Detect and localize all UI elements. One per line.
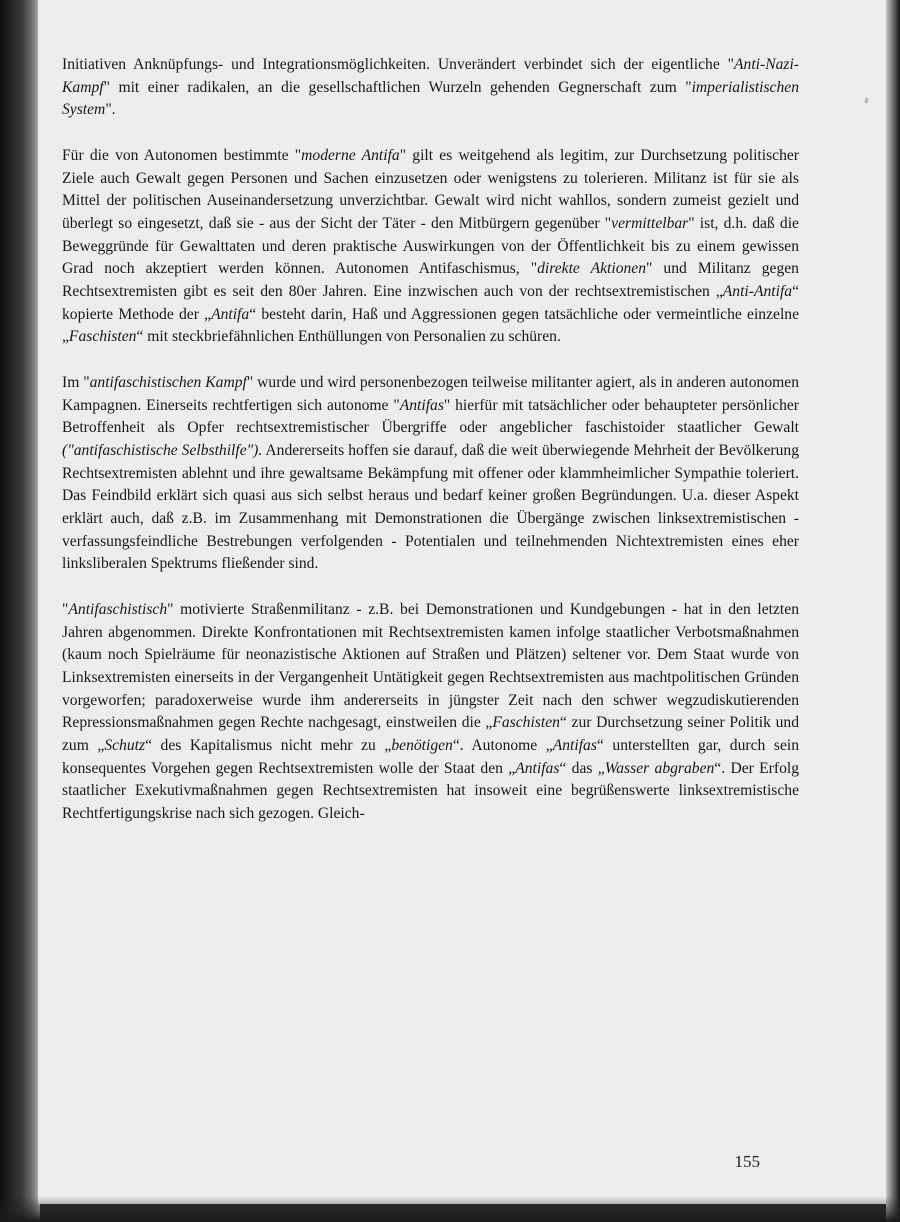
text-run: " wurde und wird personenbezogen teilweise militanter agiert, als in anderen autonomen Kampagnen. Einerseits rechtfertigen sich autonome " — [62, 373, 799, 414]
italic-run: Anti-Antifa — [722, 283, 793, 301]
italic-run: Antifa — [211, 305, 250, 323]
page-bottom-shadow — [0, 1196, 900, 1222]
italic-run: Antifas — [399, 396, 444, 414]
text-run: Im " — [62, 373, 90, 391]
text-run: “ kopierte Methode der „ — [62, 283, 799, 323]
paragraph — [62, 145, 799, 349]
text-run: " und Militanz gegen Rechtsextremisten gibt es seit den 80er Jahren. Eine inzwischen auch von der rechtsextremistischen „ — [62, 260, 799, 301]
italic-run: Schutz — [104, 737, 146, 755]
body-text — [62, 54, 799, 849]
italic-run: direkte Aktionen — [537, 260, 647, 278]
text-run: " — [62, 600, 69, 618]
italic-run: Anti-Nazi-Kampf — [62, 56, 799, 96]
text-run: Andererseits hoffen sie darauf, daß die weit überwiegende Mehrheit der Bevölkerung Rechtsextremisten ablehnt und ihre gewaltsame Bekämpfung mit offener oder klammheimlicher Sympathie toleriert. Das Feindbild erklärt sich quasi aus sich selbst heraus und bedarf keiner großen Begründungen. U.a. dieser Aspekt erklärt auch, daß z.B. im Zusammenhang mit Demonstrationen die Übergänge zwischen linksextremistischen - verfassungsfeindliche Bestrebungen verfolgenden - Potentialen und teilnehmenden Nichtextremisten eines eher linksliberalen Spektrums fließender sind. — [62, 441, 799, 573]
text-run: “ zur Durchsetzung seiner Politik und zum „ — [62, 714, 799, 755]
text-run: " mit einer radikalen, an die gesellschaftlichen Wurzeln gehenden Gegnerschaft zum " — [103, 78, 692, 96]
book-page — [38, 0, 886, 1204]
italic-run: Antifas — [515, 759, 560, 777]
italic-run: benötigen — [391, 737, 453, 755]
text-run: “ mit steckbriefähnlichen Enthüllungen von Personalien zu schüren. — [136, 328, 561, 346]
italic-run: imperialistischen System — [62, 78, 799, 119]
text-run: “ das „ — [559, 759, 605, 777]
text-run: “ besteht darin, Haß und Aggressionen gegen tatsächliche oder vermeintliche einzelne „ — [62, 305, 800, 346]
text-run: “. Autonome „ — [452, 737, 553, 755]
italic-run: Wasser abgraben — [604, 759, 715, 777]
italic-run: Antifas — [552, 737, 597, 755]
paragraph — [62, 372, 799, 576]
page-number: 155 — [734, 1152, 760, 1171]
text-run: “ des Kapitalismus nicht mehr zu „ — [145, 737, 392, 755]
text-run: " gilt es weitgehend als legitim, zur Durchsetzung politischer Ziele auch Gewalt gegen Personen und Sachen einzusetzen oder wenigstens zu tolerieren. Militanz ist für sie als Mittel der politischen Auseinandersetzung unverzichtbar. Gewalt wird nicht wahllos, sondern zumeist gezielt und überlegt so eingesetzt, daß sie - aus der Sicht der Täter - den Mitbürgern gegenüber " — [62, 146, 799, 232]
paragraph — [62, 54, 799, 122]
paragraph — [62, 599, 799, 826]
text-run: " ist, d.h. daß die Beweggründe für Gewalttaten und deren praktische Auswirkungen von der Öffentlichkeit bis zu einem gewissen Grad noch akzeptiert werden können. Autonomen Antifaschismus, " — [62, 214, 799, 278]
italic-run: antifaschistischen Kampf — [89, 373, 247, 391]
text-run: ". — [105, 101, 116, 119]
text-run: Initiativen Anknüpfungs- und Integrationsmöglichkeiten. Unverändert verbindet sich der eigentliche " — [62, 56, 735, 73]
book-spine-shadow-left — [0, 0, 40, 1222]
text-run: “. Der Erfolg staatlicher Exekutivmaßnahmen gegen Rechtsextremisten hat insoweit eine begrüßenswerte linksextremistische Rechtfertigungskrise nach sich gezogen. Gleich- — [62, 759, 799, 823]
italic-run: ("antifaschistische Selbsthilfe"). — [62, 441, 263, 459]
text-run: “ unterstellten gar, durch sein konsequentes Vorgehen gegen Rechtsextremisten wolle der Staat den „ — [62, 737, 799, 777]
italic-run: vermittelbar — [611, 214, 689, 232]
text-run: Für die von Autonomen bestimmte " — [62, 146, 302, 164]
book-edge-shadow-right — [886, 0, 900, 1222]
text-run: " motivierte Straßenmilitanz - z.B. bei Demonstrationen und Kundgebungen - hat in den letzten Jahren abgenommen. Direkte Konfrontationen mit Rechtsextremisten kamen infolge staatlicher Verbotsmaßnahmen (kaum noch Spielräume für neonazistische Aktionen auf Straßen und Plätzen) seltener vor. Dem Staat wurde von Linksextremisten einerseits in der Vergangenheit Untätigkeit gegen Rechtsextremisten aus machtpolitischen Gründen vorgeworfen; paradoxerweise wurde ihm andererseits in jüngster Zeit nach den schwer wegzudiskutierenden Repressionsmaßnahmen gegen Rechte nachgesagt, einstweilen die „ — [62, 600, 799, 732]
italic-run: Faschisten — [492, 714, 560, 732]
text-run: " hierfür mit tatsächlicher oder behaupteter persönlicher Betroffenheit als Opfer rechtsextremistischer Übergriffe oder angeblicher faschistoider staatlicher Gewalt — [62, 396, 799, 437]
italic-run: moderne Antifa — [301, 146, 400, 164]
margin-speck — [864, 98, 869, 104]
italic-run: Faschisten — [68, 328, 137, 346]
italic-run: Antifaschistisch — [68, 600, 168, 618]
